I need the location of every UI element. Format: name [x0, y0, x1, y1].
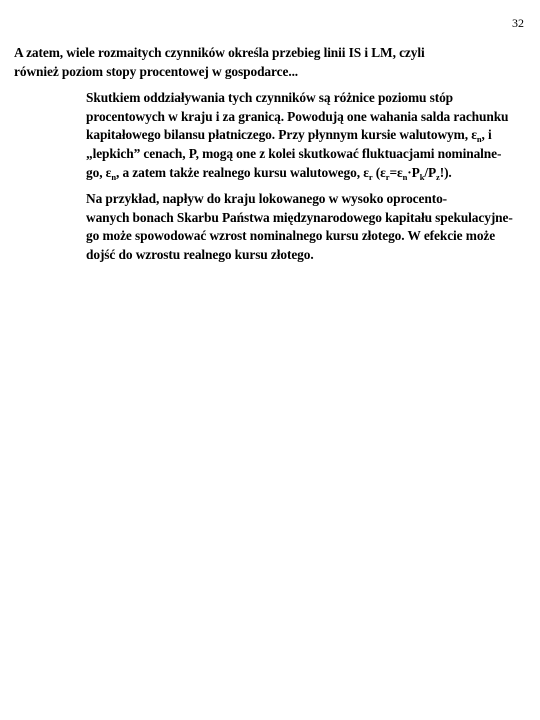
paragraph-2	[14, 89, 528, 182]
paragraph-1	[14, 44, 528, 81]
line-text: /P	[424, 164, 437, 180]
line-text: !).	[439, 164, 452, 180]
subscript: n	[402, 171, 408, 182]
subscript: k	[419, 171, 425, 182]
line-text: kapitałowego bilansu płatniczego. Przy płynnym kursie walutowym, ε	[86, 127, 477, 143]
paragraph-line: „lepkich” cenach, P, mogą one z kolei skutkować fluktuacjami nominalne-	[86, 145, 502, 161]
paragraph-line: A zatem, wiele rozmaitych czynników określa przebieg linii IS i LM, czyli	[14, 45, 425, 60]
line-text: =ε	[389, 164, 403, 180]
subscript: r	[368, 171, 373, 182]
paragraph-line	[14, 126, 528, 145]
line-text: , i	[481, 127, 492, 143]
paragraph-3	[14, 190, 528, 264]
line-text: (ε	[372, 164, 386, 180]
paragraph-line: Na przykład, napływ do kraju lokowanego w wysoko oprocento-	[86, 191, 448, 207]
paragraph-line: Skutkiem oddziaływania tych czynników są różnice poziomu stóp	[86, 90, 454, 106]
subscript: n	[111, 171, 116, 182]
subscript: n	[476, 134, 482, 145]
paragraph-line	[14, 164, 528, 183]
subscript: z	[436, 171, 440, 182]
page-number: 32	[512, 16, 524, 30]
paragraph-line: go może spowodować wzrost nominalnego kursu złotego. W efekcie może	[86, 228, 496, 244]
body-text	[14, 44, 528, 265]
line-text: go, ε	[86, 164, 112, 180]
subscript: r	[385, 171, 390, 182]
paragraph-line: wanych bonach Skarbu Państwa międzynarodowego kapitału spekulacyjne-	[86, 209, 513, 225]
paragraph-line: również poziom stopy procentowej w gospodarce...	[14, 63, 299, 79]
line-text: , a zatem także realnego kursu walutowego, ε	[115, 164, 369, 180]
paragraph-line: dojść do wzrostu realnego kursu złotego.	[86, 246, 314, 262]
paragraph-line: procentowych w kraju i za granicą. Powodują one wahania salda rachunku	[86, 108, 509, 124]
line-text: ·P	[407, 164, 420, 180]
